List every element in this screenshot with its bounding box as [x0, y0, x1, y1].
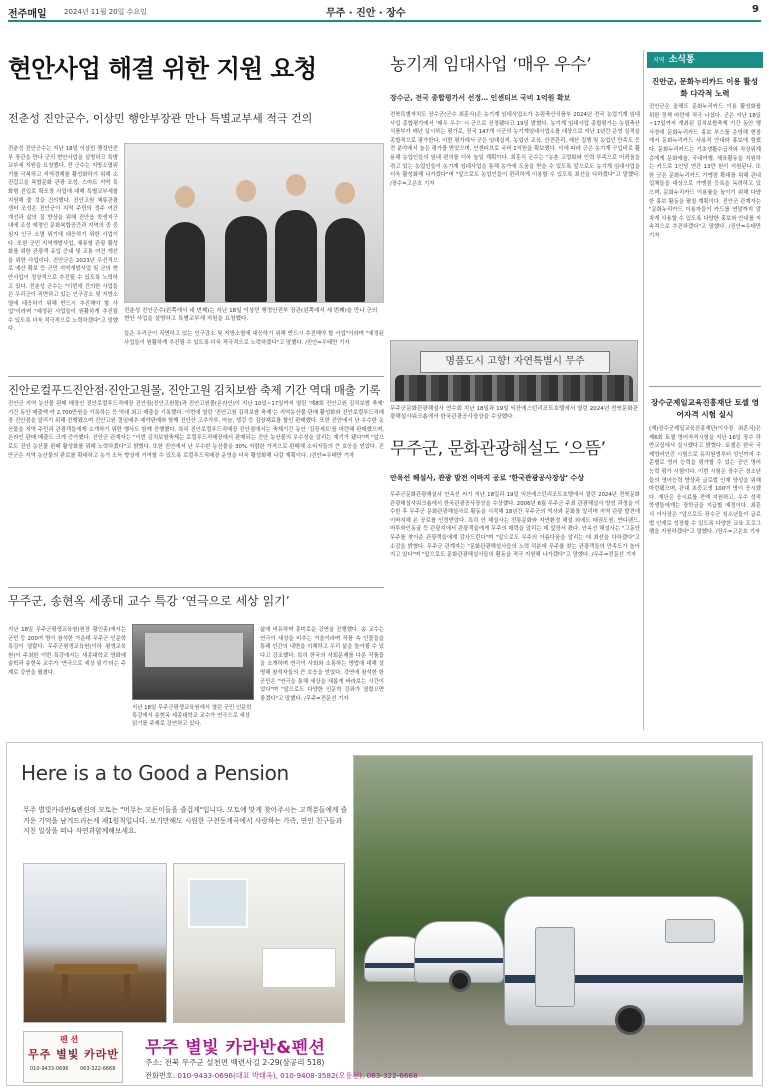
ad-phone-label: 전화번호: — [145, 1071, 178, 1080]
photo-head — [175, 186, 195, 208]
sidebar2-text: (재)장수군제일교육진흥재단(이사장 최훈식)은 제6회 토셀 영어자격시험을 지난 16일 장수 하반교실에서 실시했다고 밝혔다. 토셀은 한국 국제영어인증 시험으로 유치원생부터 성인까지 수준별로 영어 능력을 평가할 수 있는 공인 영어 능력 평가 시험이다. 이번 시험은 장수군 청소년들의 영어능력 향상과 글로벌 인재 양성을 위해 마련됐으며, 관내 초중고생 100여 명이 응시했다. 재단은 응시료를 전액 지원하고, 우수 성적 학생들에게는 장학금을 지급할 예정이다. 최훈식 이사장은 "앞으로도 장수군 청소년들이 글로벌 인재로 성장할 수 있도록 다양한 교육 프로그램을 지원하겠다"고 말했다. — [649, 426, 761, 536]
column-divider — [643, 50, 644, 730]
page-number: 9 — [752, 4, 759, 15]
article5-body-left: 지난 18일 무주군평생교육원(원장 황인홍)에서는 군민 등 200여 명이 참석한 가운데 무주군 인문학 특강이 열렸다. 무주군평생교육원(이하 평생교육원)이 주최한 이번 특강에서는 세종대학교 영화예술학과 송현옥 교수가 '연극으로 세상 읽기'라는 주제로 강연을 펼쳤다. — [8, 627, 126, 676]
photo-head — [236, 180, 256, 202]
ad-business-name: 무주 별빛 카라반&펜션 — [145, 1038, 326, 1058]
article1-headline: 현안사업 해결 위한 지원 요청 — [8, 54, 317, 83]
article2-headline: 농기계 임대사업 ‘매우 우수’ — [390, 55, 592, 75]
card-tel1: 010-9433-0696 — [30, 1066, 69, 1072]
article3-headline: 무주군, 문화관광해설도 ‘으뜸’ — [390, 439, 606, 459]
sidebar2-byline: /장수=고은호 기자 — [715, 529, 761, 536]
table-leg — [124, 974, 130, 1008]
window — [188, 878, 248, 928]
sidebar1-byline: /진안=우태만 기자 — [649, 224, 761, 239]
article3-byline: /무주=전문선 기자 — [591, 552, 637, 559]
article1-continued — [124, 330, 384, 370]
article3-subhead: 안옥선 해설사, 관광 발전 이바지 공로 ‘한국관광공사장상’ 수상 — [390, 474, 585, 482]
ad-address: 주소: 전북 무주군 설천면 백련사길 2-29(삼공리 518) — [145, 1058, 325, 1067]
photo-person — [225, 216, 267, 302]
sidebar1-text: 진안군은 올해도 문화누리카드 이용 활성화를 위한 정책 마련에 적극 나섰다. 군은 지난 18일~17일까지 개최된 김치보쌈축제 기간 동안 행사장에 문화누리카드 홍보 부스를 운영해 현장에서 문화누리카드 사용처 안내와 홍보에 힘썼다. 문화누리카드는 기초생활수급자와 차상위계층에게 문화예술, 국내여행, 체육활동을 지원하는 카드로 1인당 연간 13만 원이 지원된다. 또한 군은 문화누리카드 가맹점 확대를 위해 관내 업체들을 대상으로 가맹점 등록을 독려하고 있으며, 문화누리카드 이용률을 높이기 위해 다양한 홍보 활동을 펼칠 계획이다. 진안군 관계자는 "문화누리카드 이용자들이 카드를 연말까지 알차게 사용할 수 있도록 다양한 홍보와 안내를 지속적으로 추진하겠다"고 말했다. — [649, 104, 761, 231]
article4-text: 진안군 지역 농산물 판매 매장인 진안로컬푸드직매장 진안점(진안고원몰)과 진안고원몰(온라인)이 지난 10일~17일까지 열린 '제8회 진안고원 김치보쌈 축제' 기간 동안 매출액 약 2,700만원을 기록하는 등 역대 최고 매출을 기록했다. 이번에 열린 '진안고원 김치보쌈 축제'는 지역농산물 판매 활성화와 진안로컬푸드직매장 진안점을 알리기 위해 진행됐으며 진안고원 절임배추 예약판매와 함께 진안산 고추가루, 마늘, 생강 등 김장재료를 할인 판매했다. 또한 진안에서 난 우수한 농산물을 지역 주민과 관광객들에게 소개하기 위한 행사도 함께 진행했다. 특히 진안로컬푸드직매장 진안점에서는 축제기간 동안 '김장세트'를 마련해 판매했으며, 온라인 판매 매출도 크게 증가했다. 진안군 관계자는 "이번 김치보쌈축제는 로컬푸드직매장에서 판매되는 진안 농산물의 우수성을 알리는 계기가 됐다"며 "앞으로도 진안 농산물 판매 활성화를 위해 노력하겠다"고 밝혔다. 또한 진안에서 난 우수한 농산물을 30% 저렴한 가격으로 판매해 소비자들의 큰 호응을 얻었다. 진안군은 지역 농산물의 판로를 확대하고 농가 소득 향상에 기여할 수 있도록 로컬푸드직매장 운영을 더욱 활성화해 나갈 계획이다. — [8, 401, 384, 459]
photo-screen — [145, 633, 243, 667]
business-card — [23, 1031, 123, 1083]
article5-photo — [132, 624, 254, 700]
caravan-wheel — [449, 970, 471, 992]
card-line1: 펜 션 — [60, 1035, 79, 1044]
article1-byline: /진안=우태만 기자 — [305, 339, 350, 346]
table-leg — [62, 974, 68, 1008]
photo-head — [286, 174, 306, 196]
caravan — [414, 921, 504, 983]
sidebar-tag — [647, 52, 763, 68]
sidebar1-headline: 진안군, 문화누리카드 이용 활성화 다각적 노력 — [651, 77, 759, 98]
sidebar-tag-small: 지역 — [653, 57, 665, 64]
article5-byline: /무주=전문선 기자 — [304, 695, 349, 702]
article3-caption: 무주군문화관광해설사 연수회 지난 18일과 19일 익산에스턴리조트호텔에서 열린 2024년 전북문화관광해설사워크숍에서 한국관광공사장상을 수상했다. — [390, 406, 639, 421]
ad-phone — [145, 1071, 418, 1081]
article5-body-right — [260, 626, 384, 726]
photo-head — [335, 182, 355, 204]
photo-person — [165, 222, 205, 302]
ad-photo-deck — [23, 863, 167, 1023]
sidebar2-body — [649, 425, 761, 725]
section-title: 무주 · 진안 · 장수 — [326, 8, 406, 19]
ad-description: 무주 별빛카라반&펜션의 모토는 "머무는 모든이들을 즐겁게"입니다. 모토에 맞게 찾아주시는 고객분들에게 즐거운 기억을 남겨드리는게 제1원칙입니다. 보기만해도 시원한 구천동계곡에서 사랑하는 가족, 연인 친구들과 지친 일상을 떠나 자연과함께해보세요. — [23, 806, 348, 835]
card-tel2: 063-322-6668 — [80, 1066, 116, 1072]
article5-text: 삶에 비유하며 흥미로운 강연을 진행했다. 송 교수는 연극이 세상을 비추는 거울이라며 작품 속 인물들을 통해 인간의 내면을 이해하고 우리 삶을 돌아볼 수 있다고 강조했다. 특히 한국의 사회문제를 다룬 작품들을 소개하며 연극이 사회와 소통하는 방법에 대해 설명해 참석자들의 큰 호응을 얻었다. 강연에 참석한 한 군민은 "연극을 통해 세상을 새롭게 바라보는 시간이었다"며 "앞으로도 다양한 인문학 강좌가 열렸으면 좋겠다"고 말했다. — [260, 627, 384, 702]
divider — [8, 376, 384, 377]
ad-photo-caravans — [353, 755, 753, 1077]
article1-continued-text: 들은 우리군이 직면하고 있는 인구감소 및 지방소멸에 대응하기 위해 반드시 추진해야 할 사업"이라며 "예정된 사업들이 원활하게 추진될 수 있도록 더욱 적극적으로 노력하겠다"고 말했다. — [124, 331, 384, 346]
photo-crowd — [395, 375, 633, 401]
divider — [649, 386, 761, 387]
article2-byline: /장수=고은호 기자 — [390, 180, 435, 187]
article3-body — [390, 491, 640, 723]
article5-headline: 무주군, 송현옥 세종대 교수 특강 ‘연극으로 세상 읽기’ — [8, 594, 290, 608]
card-line2: 무주 별빛 카라반 — [28, 1048, 120, 1061]
article1-photo — [124, 143, 384, 303]
caravan — [504, 896, 744, 1026]
photo-person — [325, 218, 365, 302]
article1-caption: 전춘성 진안군수(왼쪽에서 네 번째)는 지난 18일 이상민 행정안전부 장관(왼쪽에서 세 번째)을 만나 군의 현안 사업을 설명하고 특별교부세 지원을 요청했다. — [124, 308, 378, 323]
photo-banner: 명품도시 고향! 자연특별시 무주 — [420, 351, 610, 373]
masthead — [8, 4, 761, 22]
sidebar1-body — [649, 103, 761, 379]
article4-byline: /진안=우태만 기자 — [309, 452, 355, 459]
divider — [8, 587, 384, 588]
article2-subhead: 장수군, 전국 종합평가서 선정… 인센티브 국비 1억원 확보 — [390, 94, 571, 102]
article4-headline: 진안로컬푸드진안점·진안고원몰, 진안고원 김치보쌈 축제 기간 역대 매출 기록 — [8, 383, 380, 397]
photo-person — [275, 210, 317, 302]
sidebar2-headline: 장수군제일교육진흥재단 토셀 영어자격 시험 실시 — [651, 398, 759, 419]
article4-body — [8, 400, 384, 582]
ad-photo-interior — [173, 863, 345, 1023]
article2-text: 전북특별자치도 장수군(군수 최훈식)은 농기계 임대사업소가 농림축산식품부 2024년 전국 농업기계 임대사업 종합평가에서 '매우 우수' 시·군으로 선정됐다고 19일 밝혔다. 농기계 임대사업 종합평가는 농림축산식품부가 매년 실시하는 평가로, 전국 147개 시군의 농기계임대사업소를 대상으로 지난 1년간 운영 실적을 종합적으로 평가한다. 이번 평가에서 군은 임대실적, 농업인 교육, 안전관리, 예산 집행 및 농업인 만족도 등 전 분야에서 높은 평가를 받았으며, 인센티브로 국비 1억원을 확보했다. 이에 따라 군은 농기계 구입비로 활용해 농업인들의 임대 편의를 더욱 높일 계획이다. 최훈식 군수는 "농촌 고령화와 인력 부족으로 어려움을 겪고 있는 농업인들이 농기계 임대사업을 통해 농가에 도움을 받을 수 있도록 앞으로도 농기계 임대사업을 더욱 활성화해 나가겠다"며 "앞으로도 농업인들이 편리하게 이용할 수 있도록 최선을 다하겠다"고 말했다. — [390, 112, 640, 179]
caravan-window — [665, 919, 715, 943]
caravan-wheel — [615, 1005, 645, 1035]
article1-subhead: 전춘성 진안군수, 이상민 행안부장관 만나 특별교부세 적극 건의 — [8, 112, 313, 125]
bed — [262, 948, 336, 988]
advertisement — [6, 742, 763, 1086]
article3-text: 무주군문화관광해설사 안옥선 씨가 지난 18일과 19일 익산에스턴리조트호텔에서 열린 2024년 전북문화관광해설사워크숍에서 한국관광공사장상을 수상했다. 2006년 6월 무주군 주최 관광해설사 양성 과정을 이수한 후 무주군 문화관광해설사로 활동을 시작해 18년간 무주군의 역사와 문화를 알리며 지역 관광 발전에 이바지해 온 공로를 인정받았다. 특히 안 해설사는 전통문화와 자연환경 해설 외에도 태권도원, 반디랜드, 머루와인동굴 등 관광지에서 관광객들에게 무주의 매력을 알리는 데 앞장서 왔다. 안옥선 해설사는 "그동안 무주를 찾아준 관광객들에게 감사드린다"며 "앞으로도 무주의 아름다움을 알리는 데 최선을 다하겠다"고 소감을 밝혔다. 무주군 관계자는 "문화관광해설사들의 노력 덕분에 무주를 찾는 관광객들의 만족도가 높아지고 있다"며 "앞으로도 문화관광해설사들의 활동을 적극 지원해 나가겠다"고 말했다. — [390, 492, 640, 559]
article1-body: 전춘성 진안군수는 지난 18일 이상민 행정안전부 장관을 만나 군의 현안사업을 설명하고 특별교부세 지원을 요청했다. 전 군수는 지방소멸위기를 극복하고 지역경제를 활성화하기 위해 소진갑고을 복합문화 관광 조성, 스마트 지역 특화형 진입로 확포장 사업에 대해 특별교부세를 지원해 줄 것을 건의했다. 진안고원 체류관광 센터 조성은 진안군이 지역 주민의 정주 여건 개선과 삶의 질 향상을 위해 진안읍 학생지구 내에 조성 예정인 문화복합공간과 지역의 중 중심지 인구 소멸 위기에 대응하기 위한 사업이다. 또한 군민 지역개발사업, 체류형 관광 활성화를 위한 관광객 유입 증대 및 교통 여건 개선을 위한 사업이다. 진안군은 2023년 우선적으로 예산 확보 등 군민 지역개발사업 및 군의 현안사업이 정상적으로 추진될 수 있도록 노력하고 있다. 전춘성 군수는 "이번에 건의한 사업들은 우리군이 직면하고 있는 인구감소 및 지방소멸에 대응하기 위해 반드시 추진해야 할 사업"이라며 "예정된 사업들이 원활하게 추진될 수 있도록 더욱 적극적으로 노력하겠다"고 말했다. — [8, 146, 118, 333]
issue-date: 2024년 11월 20일 수요일 — [64, 8, 147, 16]
article2-body — [390, 111, 640, 337]
picnic-table — [54, 964, 138, 974]
ad-title: Here is a to Good a Pension — [21, 761, 289, 785]
article5-caption: 지난 18일 무주군평생교육원에서 열린 군민 인문학 특강에서 송현옥 세종대학교 교수가 연극으로 세상 읽기를 주제로 강연하고 있다. — [132, 705, 252, 728]
newspaper-name: 전주매일 — [8, 9, 47, 20]
caravan-door — [535, 927, 575, 1007]
sidebar-tag-label: 소식통 — [668, 55, 695, 65]
ad-phone-numbers: 010-9433-0696(대표 박태옥), 010-9408-3582(오용선), 063-322-6668 — [177, 1071, 418, 1080]
caravan-stripe — [415, 958, 503, 963]
